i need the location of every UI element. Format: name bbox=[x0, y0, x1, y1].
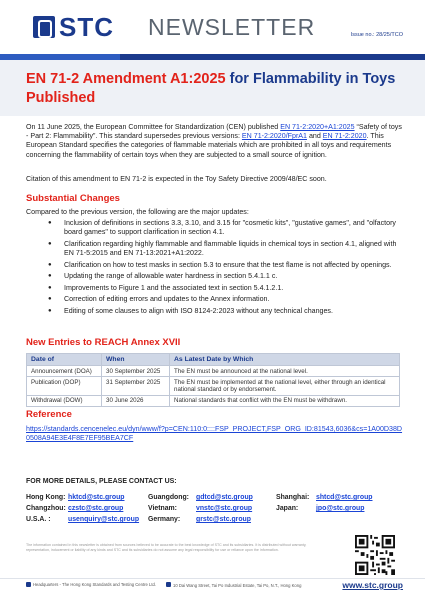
table-cell: 31 September 2025 bbox=[102, 377, 170, 395]
table-cell: 30 September 2025 bbox=[102, 366, 170, 377]
column-header: Date of bbox=[27, 354, 102, 366]
contact-entry bbox=[26, 505, 148, 512]
table-cell: National standards that conflict with the EN must be withdrawn. bbox=[170, 395, 400, 406]
contact-region: Changzhou: bbox=[26, 505, 66, 512]
intro-text-3: and bbox=[307, 132, 323, 141]
list-item: ● Correction of editing errors and updates to the Annex information. bbox=[26, 295, 404, 304]
citation-paragraph: Citation of this amendment to EN 71-2 is expected in the Toy Safety Directive 2009/48/EC soon. bbox=[26, 175, 327, 183]
issue-number: Issue no.: 28/25/TCO bbox=[350, 32, 403, 38]
column-header: When bbox=[102, 354, 170, 366]
newsletter-label: NEWSLETTER bbox=[148, 14, 316, 40]
table-row bbox=[27, 395, 400, 406]
table-cell: Withdrawal (DOW) bbox=[27, 395, 102, 406]
contact-heading: FOR MORE DETAILS, PLEASE CONTACT US: bbox=[26, 478, 177, 485]
contact-row bbox=[26, 492, 416, 503]
reference-heading: Reference bbox=[26, 409, 72, 420]
intro-text-4: . This European Standard specifies the categories of flammable materials which are prohibited in all toys and requirements concerning the flammability of certain toys when they are subjected to a small source of ignition. bbox=[26, 132, 392, 159]
table-cell: The EN must be implemented at the national level, either through an identical national standard or by endorsement. bbox=[170, 377, 400, 395]
contact-row bbox=[26, 503, 416, 514]
contact-region: Germany: bbox=[148, 516, 181, 523]
table-header-row bbox=[27, 354, 400, 366]
table-cell: The EN must be announced at the national level. bbox=[170, 366, 400, 377]
website-link[interactable]: www.stc.group bbox=[342, 580, 403, 590]
changes-heading: Substantial Changes bbox=[26, 193, 120, 204]
contact-region: U.S.A. : bbox=[26, 516, 51, 523]
contact-entry bbox=[26, 494, 148, 501]
list-item: ● Improvements to Figure 1 and the associated text in section 5.4.1.2.1. bbox=[26, 284, 404, 293]
qr-code-icon[interactable] bbox=[355, 535, 395, 575]
contact-region: Vietnam: bbox=[148, 505, 177, 512]
contact-entry bbox=[26, 516, 148, 523]
contact-email-link[interactable]: usenquiry@stc.group bbox=[68, 516, 140, 523]
list-item: ● Updating the range of allowable water hardness in section 5.4.1.1 c. bbox=[26, 272, 404, 281]
hq-icon bbox=[26, 582, 31, 587]
contact-email-link[interactable]: jpo@stc.group bbox=[316, 505, 365, 512]
footer-address-text: 10 Dai Wang Street, Tai Po Industrial Estate, Tai Po, N.T., Hong Kong bbox=[173, 583, 302, 588]
table-row bbox=[27, 366, 400, 377]
contact-email-link[interactable]: shtcd@stc.group bbox=[316, 494, 373, 501]
link-en71-2-fpra1[interactable]: EN 71-2:2020/FprA1 bbox=[241, 132, 307, 141]
intro-paragraph bbox=[26, 123, 404, 160]
contact-entry bbox=[276, 494, 396, 501]
intro-text-1: On 11 June 2025, the European Committee for Standardization (CEN) published bbox=[26, 123, 281, 131]
list-item: ● Clarification regarding highly flammable and flammable liquids in chemical toys in section 4.1, aligned with EN 71-5:2015 and EN 71-13:2021+A1:2022. bbox=[26, 240, 404, 258]
table-row bbox=[27, 377, 400, 395]
reach-table bbox=[26, 353, 400, 407]
stc-logo-mark-icon bbox=[33, 16, 55, 38]
contact-email-link[interactable]: grstc@stc.group bbox=[196, 516, 251, 523]
link-en71-2-2020[interactable]: EN 71-2:2020 bbox=[322, 132, 367, 141]
column-header: As Latest Date by Which bbox=[170, 354, 400, 366]
contact-entry bbox=[148, 494, 276, 501]
reach-heading: New Entries to REACH Annex XVII bbox=[26, 337, 181, 348]
contact-entry bbox=[148, 516, 276, 523]
contact-region: Hong Kong: bbox=[26, 494, 66, 501]
list-item: ● Inclusion of definitions in sections 3.3, 3.10, and 3.15 for "cosmetic kits", "gustative games", and "olfactory board games" to support clarification in section 4.1. bbox=[26, 219, 404, 237]
contact-entry bbox=[148, 505, 276, 512]
title-part-1: EN 71-2 Amendment A1:2025 bbox=[26, 71, 230, 87]
link-en71-2-a1[interactable]: EN 71-2:2020+A1:2025 bbox=[280, 123, 355, 131]
contact-entry bbox=[276, 505, 396, 512]
article-title bbox=[26, 70, 406, 108]
disclaimer: The information contained in this newsletter is obtained from sources believed to be accurate to the best knowledge of STC and its subsidiaries. It is distributed without warranty, representation, inducement or liability of any kinds and STC and its subsidiaries do not assume any legal responsibility for use or reliance upon the information. bbox=[26, 543, 307, 552]
footer-hq: Headquarters - The Hong Kong Standards and Testing Centre Ltd. bbox=[33, 582, 156, 587]
reference-link[interactable]: https://standards.cencenelec.eu/dyn/www/f?p=CEN:110:0::::FSP_PROJECT,FSP_ORG_ID:81543,6036&cs=1A00D38D0508A94E3E4F8E7EF95BEA7CF bbox=[26, 425, 403, 443]
contact-region: Guangdong: bbox=[148, 494, 189, 501]
table-cell: Announcement (DOA) bbox=[27, 366, 102, 377]
contact-email-link[interactable]: czstc@stc.group bbox=[68, 505, 124, 512]
table-cell: Publication (DOP) bbox=[27, 377, 102, 395]
logo-text: STC bbox=[59, 12, 114, 42]
contact-email-link[interactable]: hktcd@stc.group bbox=[68, 494, 125, 501]
table-cell: 30 June 2026 bbox=[102, 395, 170, 406]
contact-grid bbox=[26, 492, 416, 525]
stc-logo[interactable] bbox=[33, 12, 114, 42]
contact-region: Japan: bbox=[276, 505, 299, 512]
footer-divider bbox=[0, 578, 425, 579]
list-item: ● Editing of some clauses to align with ISO 8124-2:2023 without any technical changes. bbox=[26, 307, 404, 316]
changes-list bbox=[26, 219, 404, 319]
contact-email-link[interactable]: vnstc@stc.group bbox=[196, 505, 253, 512]
list-item: ● Clarification on how to test masks in section 5.3 to ensure that the test flame is not affected by openings. bbox=[26, 261, 404, 270]
location-pin-icon bbox=[166, 582, 171, 587]
title-part-2: for Flammability in Toys bbox=[229, 71, 396, 87]
contact-region: Shanghai: bbox=[276, 494, 310, 501]
intro-text-2: “Safety of toys - Part 2: Flammability”. This standard supersedes previous versions: bbox=[26, 123, 402, 141]
changes-lead: Compared to the previous version, the following are the major updates: bbox=[26, 208, 249, 216]
contact-email-link[interactable]: gdtcd@stc.group bbox=[196, 494, 253, 501]
contact-row bbox=[26, 514, 416, 525]
footer bbox=[26, 582, 302, 588]
footer-address bbox=[166, 582, 301, 588]
title-part-3: Published bbox=[26, 90, 96, 106]
